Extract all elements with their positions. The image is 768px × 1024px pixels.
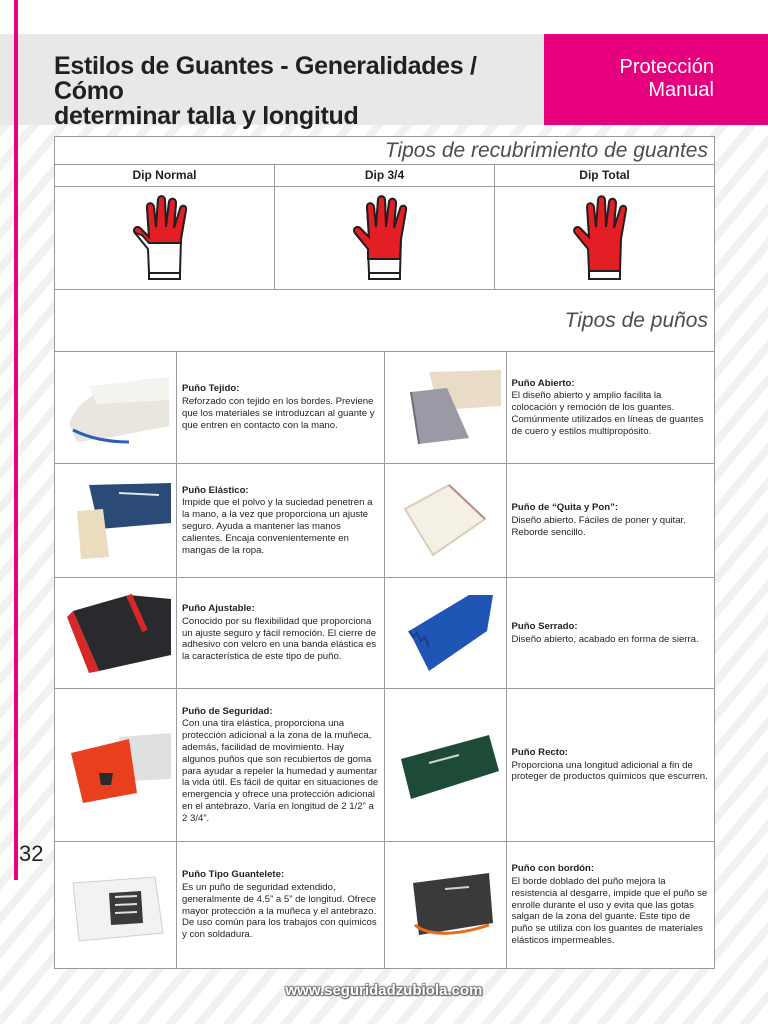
cuff-title: Puño Tipo Guantelete:	[182, 869, 285, 881]
cuff-description: Conocido por su flexibilidad que proporciona un ajuste seguro y fácil remoción. El cierre de adhesivo con velcro en una banda elástica es la característica de este tipo de puño.	[182, 615, 377, 663]
page-number: 32	[19, 841, 44, 866]
cuff-types-section	[54, 290, 715, 969]
serrated-cuff-glove-image	[385, 578, 507, 688]
footer-url: www.seguridadzubiola.com	[285, 982, 483, 999]
cuff-description: Impide que el polvo y la suciedad penetren a la mano, a la vez que proporciona un ajuste seguro. Ayuda a mantener las manos calientes. Encaja convenientemente en mangas de la ropa.	[182, 497, 373, 556]
cuff-description: Es un puño de seguridad extendido, generalmente de 4.5” a 5” de longitud. Ofrece mayor protección a la muñeca y el antebrazo. De uso común para los trabajos con químicos y con soldadura.	[182, 881, 377, 941]
knit-cuff-glove-image	[55, 352, 177, 463]
straight-cuff-glove-image	[385, 689, 507, 841]
cuffs-heading: Tipos de puños	[564, 309, 708, 332]
cuff-title: Puño con bordón:	[511, 863, 595, 875]
cuff-item-knit	[55, 352, 385, 464]
cuff-description: El diseño abierto y amplio facilita la colocación y remoción de los guantes. Comúnmente utilizados en líneas de guantes de cuero y estilos multipropósito.	[511, 390, 704, 437]
gauntlet-cuff-glove-image	[55, 842, 177, 968]
accent-line	[14, 0, 18, 880]
cuff-title: Puño Ajustable:	[182, 603, 255, 614]
coating-types-section	[54, 136, 715, 290]
safety-cuff-glove-image	[55, 689, 177, 841]
glove-dip-3-4-icon	[347, 193, 423, 283]
cuff-item-beaded	[385, 842, 715, 968]
cuff-title: Puño de Seguridad:	[182, 705, 273, 717]
glove-dip-normal-icon	[127, 193, 203, 283]
cuff-title: Puño Serrado:	[511, 620, 578, 632]
cuff-item-open	[385, 352, 715, 464]
coating-label: Dip Normal	[55, 165, 274, 187]
coating-label: Dip Total	[495, 165, 714, 187]
page-title: Estilos de Guantes - Generalidades / Cómo determinar talla y longitud	[54, 52, 477, 130]
cuff-description: Reforzado con tejido en los bordes. Previene que los materiales se introduzcan al guante y que entren en contacto con la mano.	[182, 396, 375, 431]
cuff-item-serrated	[385, 578, 715, 689]
cuff-description: Diseño abierto, acabado en forma de sierra.	[511, 633, 699, 645]
cuff-item-straight	[385, 689, 715, 842]
cuff-item-adjustable	[55, 578, 385, 689]
cuff-item-safety	[55, 689, 385, 842]
cuff-title: Puño Abierto:	[511, 377, 575, 389]
cuff-description: Con una tira elástica, proporciona una protección adicional a la zona de la muñeca, además, facilidad de movimiento. Hay algunos puños que son recubiertos de goma para ayudar a repeler la humedad y aumentar la vida útil. Es fácil de quitar en situaciones de emergencia y ofrece una protección adicional en el antebrazo. Varía en longitud de 2 1/2” a 2 3/4”.	[182, 718, 379, 824]
cuff-description: Proporciona una longitud adicional a fin de proteger de productos químicos que escurren.	[511, 759, 708, 783]
glove-dip-total-icon	[567, 193, 643, 283]
adjustable-cuff-glove-image	[55, 578, 177, 688]
cuff-title: Puño Tejido:	[182, 383, 240, 395]
coating-dip-3-4	[274, 165, 494, 289]
cuff-title: Puño Recto:	[511, 746, 568, 758]
category-label: Protección Manual	[619, 56, 714, 101]
category-tag	[544, 34, 768, 125]
coating-label: Dip 3/4	[275, 165, 494, 187]
cuff-title: Puño de “Quita y Pon”:	[511, 502, 619, 514]
coating-dip-normal	[55, 165, 274, 289]
cuff-item-elastic	[55, 464, 385, 578]
cuff-title: Puño Elástico:	[182, 484, 249, 496]
cuff-item-gauntlet	[55, 842, 385, 968]
cuff-item-slip-on	[385, 464, 715, 578]
cuff-description: El borde doblado del puño mejora la resistencia al desgarre, impide que el puño se enrolle durante el uso y evita que las gotas salgan de la zona del guante. Este tipo de puño se utiliza con los guantes de materiales elásticos impermeables.	[511, 876, 708, 946]
cuff-description: Diseño abierto. Fáciles de poner y quitar. Reborde sencillo.	[511, 515, 686, 538]
open-cuff-glove-image	[385, 352, 507, 463]
coating-heading: Tipos de recubrimiento de guantes	[384, 139, 708, 162]
coating-dip-total	[494, 165, 714, 289]
slip-on-cuff-glove-image	[385, 464, 507, 577]
beaded-cuff-glove-image	[385, 842, 507, 968]
elastic-cuff-glove-image	[55, 464, 177, 577]
